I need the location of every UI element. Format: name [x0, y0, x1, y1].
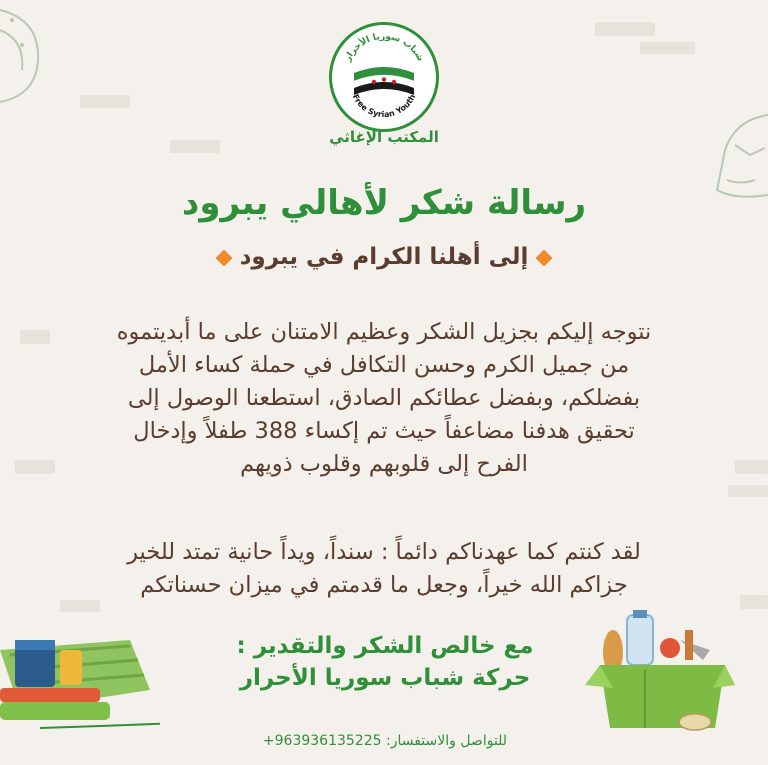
diamond-bullet-icon	[536, 249, 553, 266]
contact-line	[190, 733, 580, 749]
thanks-paragraph	[30, 316, 738, 481]
background-brick	[740, 595, 768, 609]
background-brick	[80, 95, 130, 108]
closing-signature	[190, 630, 580, 694]
greeting-line	[0, 244, 768, 270]
paragraph-line: بفضلكم، وبفضل عطائكم الصادق، استطعنا الوصول إلى	[127, 385, 641, 411]
diamond-bullet-icon	[215, 249, 232, 266]
contact-label: للتواصل والاستفسار:	[385, 733, 508, 749]
background-brick	[735, 460, 768, 474]
blessing-paragraph	[30, 536, 738, 602]
background-brick	[595, 22, 655, 36]
logo-english-ring-text: Free Syrian Youth	[350, 92, 418, 120]
svg-text:شباب سوريا الأحرار	[342, 32, 425, 64]
doodle-ornament-icon	[0, 0, 50, 110]
flag-logo-icon	[332, 25, 436, 129]
logo-arabic-ring-text: شباب سوريا الأحرار	[342, 31, 426, 64]
folded-clothes-icon	[0, 630, 160, 730]
organization-logo	[329, 22, 439, 132]
paragraph-line: نتوجه إليكم بجزيل الشكر وعظيم الامتنان على ما أبديتموه	[116, 319, 652, 345]
page-title: رسالة شكر لأهالي يبرود	[181, 183, 587, 223]
background-brick	[728, 485, 768, 497]
greeting-text: إلى أهلنا الكرام في يبرود	[239, 244, 529, 270]
relief-office-label: المكتب الإغاثي	[329, 128, 439, 146]
closing-line: مع خالص الشكر والتقدير :	[236, 633, 534, 659]
paragraph-line: الفرح إلى قلوبهم وقلوب ذويهم	[240, 451, 528, 477]
svg-text:Free Syrian Youth	[351, 93, 418, 120]
background-brick	[640, 42, 695, 54]
food-box-icon	[585, 610, 735, 740]
paragraph-line: جزاكم الله خيراً، وجعل ما قدمتم في ميزان حسناتكم	[140, 572, 628, 598]
paragraph-line: لقد كنتم كما عهدناكم دائماً : سنداً، ويداً حانية تمتد للخير	[127, 539, 641, 565]
contact-phone: +963936135225	[262, 733, 382, 749]
paragraph-line: تحقيق هدفنا مضاعفاً حيث تم إكساء 388 طفلاً وإدخال	[133, 418, 635, 444]
paragraph-line: من جميل الكرم وحسن التكافل في حملة كساء الأمل	[138, 352, 630, 378]
organization-name: حركة شباب سوريا الأحرار	[239, 665, 531, 691]
